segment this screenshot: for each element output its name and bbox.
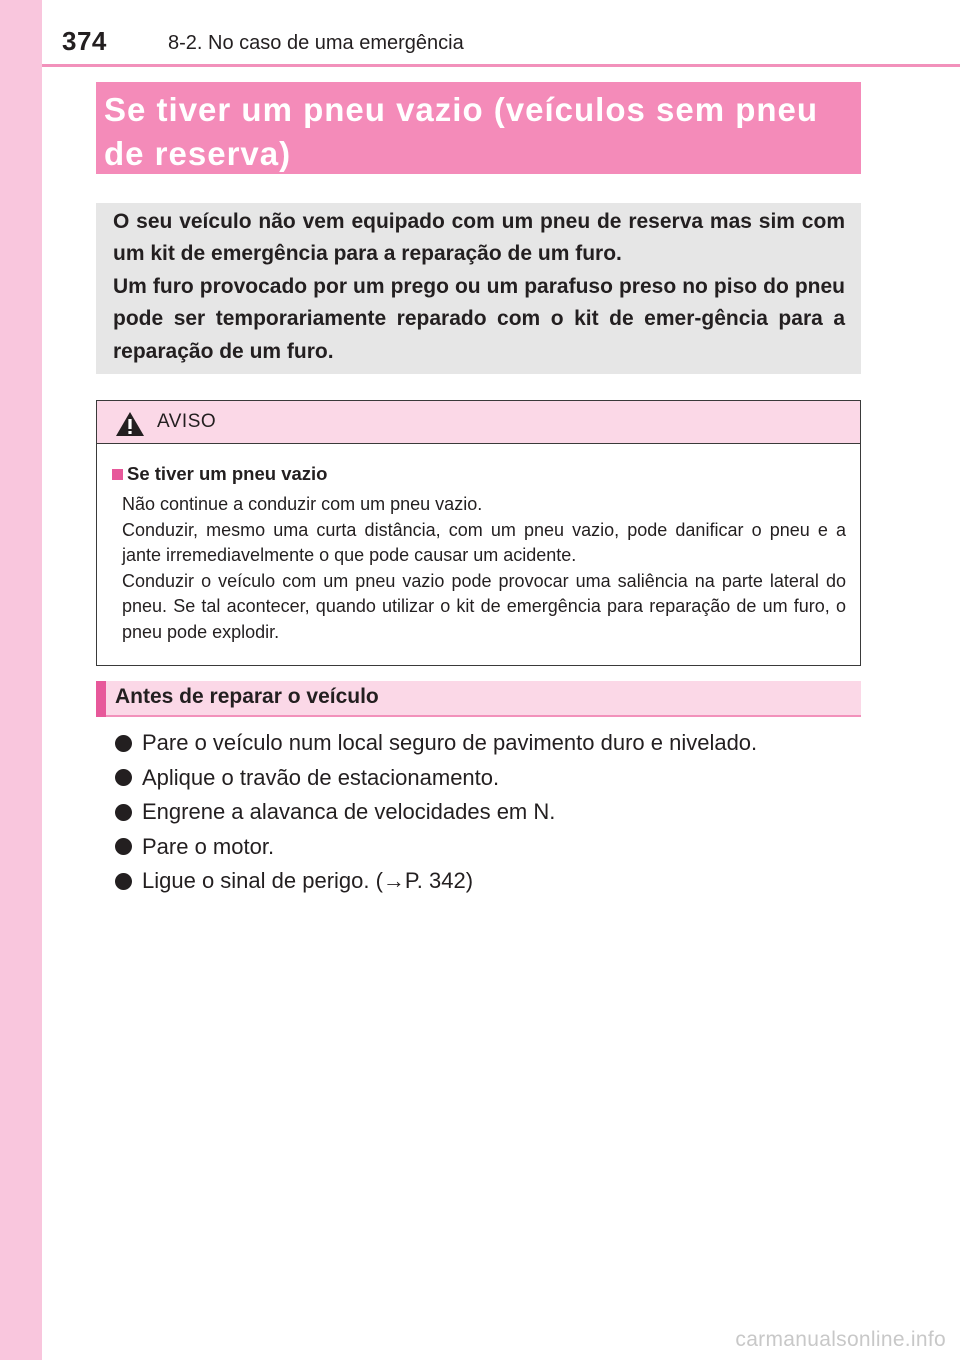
steps-list bbox=[115, 726, 855, 899]
step-text: Pare o veículo num local seguro de pavimento duro e nivelado. bbox=[142, 730, 758, 756]
header-rule bbox=[42, 64, 960, 67]
bullet-icon bbox=[115, 873, 132, 890]
warning-heading-text: Se tiver um pneu vazio bbox=[127, 463, 328, 484]
step-text: Engrene a alavanca de velocidades em N. bbox=[142, 799, 556, 825]
warning-triangle-icon bbox=[115, 411, 145, 442]
bullet-icon bbox=[115, 769, 132, 786]
warning-label: AVISO bbox=[157, 411, 217, 432]
list-item bbox=[115, 864, 855, 899]
subsection-header bbox=[96, 681, 861, 717]
list-item bbox=[115, 795, 855, 830]
warning-box bbox=[96, 400, 861, 666]
list-item bbox=[115, 726, 855, 761]
square-bullet-icon bbox=[112, 469, 123, 480]
step-text: Pare o motor. bbox=[142, 833, 275, 859]
bullet-icon bbox=[115, 804, 132, 821]
page-title-line-1: Se tiver um pneu vazio (veículos sem pneu bbox=[104, 91, 819, 128]
warning-paragraph: Conduzir o veículo com um pneu vazio pode provocar uma saliência na parte lateral do pneu. Se tal acontecer, quando utilizar o kit de emergência para reparação de um furo, o pneu pode explodir. bbox=[122, 570, 846, 642]
page-title-line-2: de reserva) bbox=[104, 135, 292, 172]
warning-header bbox=[97, 401, 860, 444]
intro-box bbox=[96, 203, 861, 374]
page-number: 374 bbox=[62, 26, 107, 56]
warning-body bbox=[97, 444, 860, 645]
bullet-icon bbox=[115, 735, 132, 752]
bullet-icon bbox=[115, 838, 132, 855]
warning-paragraph: Conduzir, mesmo uma curta distância, com um pneu vazio, pode danificar o pneu e a jante irremediavelmente o que pode causar um acidente. bbox=[122, 519, 846, 565]
step-text: Aplique o travão de estacionamento. bbox=[142, 764, 500, 790]
section-label: 8-2. No caso de uma emergência bbox=[168, 32, 464, 54]
watermark: carmanualsonline.info bbox=[735, 1328, 946, 1351]
subsection-title: Antes de reparar o veículo bbox=[115, 685, 379, 708]
intro-paragraph: Um furo provocado por um prego ou um parafuso preso no piso do pneu pode ser temporariamente reparado com o kit de emer-gência para a reparação de um furo. bbox=[113, 274, 845, 363]
list-item bbox=[115, 830, 855, 865]
title-bar bbox=[96, 82, 861, 174]
subsection-accent bbox=[96, 681, 106, 717]
side-strip bbox=[0, 0, 42, 1360]
intro-paragraph: O seu veículo não vem equipado com um pneu de reserva mas sim com um kit de emergência para a reparação de um furo. bbox=[113, 210, 845, 266]
list-item bbox=[115, 761, 855, 796]
warning-paragraph: Não continue a conduzir com um pneu vazio. bbox=[122, 494, 483, 514]
warning-heading bbox=[110, 462, 846, 486]
step-text: Ligue o sinal de perigo. (→P. 342) bbox=[142, 868, 474, 894]
